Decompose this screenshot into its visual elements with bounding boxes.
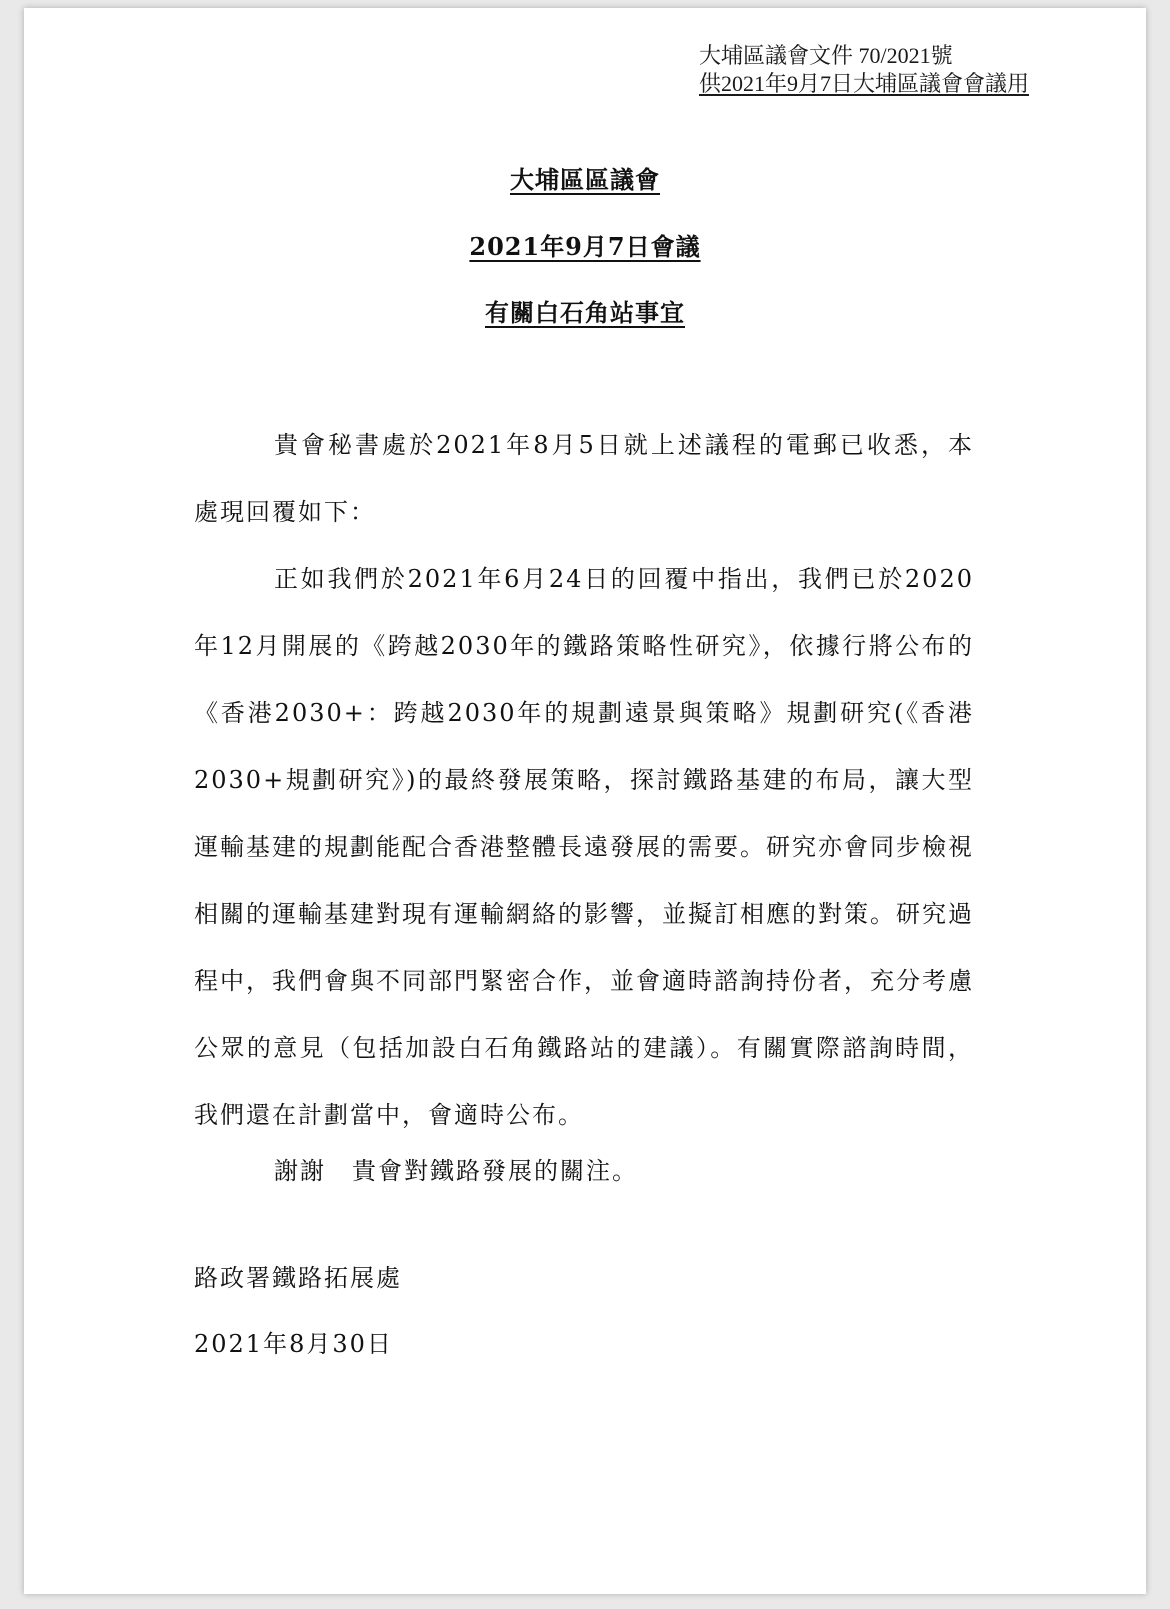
meeting-heading: 2021年9月7日會議	[469, 232, 701, 261]
document-page	[24, 8, 1146, 1594]
signature-date: 2021年8月30日	[194, 1330, 393, 1358]
paragraph-thanks: 謝謝 貴會對鐵路發展的關注。	[274, 1157, 638, 1185]
document-reference	[699, 42, 1029, 98]
council-heading: 大埔區區議會	[510, 165, 660, 194]
paragraph-railway-study: 正如我們於2021年6月24日的回覆中指出，我們已於2020年12月開展的《跨越2030年的鐵路策略性研究》，依據行將公布的《香港2030+：跨越2030年的規劃遠景與策略》規劃研究(《香港2030+規劃研究》)的最終發展策略，探討鐵路基建的布局，讓大型運輸基建的規劃能配合香港整體長遠發展的需要。研究亦會同步檢視相關的運輸基建對現有運輸網絡的影響，並擬訂相應的對策。研究過程中，我們會與不同部門緊密合作，並會適時諮詢持份者，充分考慮公眾的意見（包括加設白石角鐵路站的建議）。有關實際諮詢時間，我們還在計劃當中，會適時公布。	[194, 565, 974, 1129]
document-number: 大埔區議會文件 70/2021號	[699, 43, 953, 68]
subject-heading: 有關白石角站事宜	[485, 298, 685, 327]
paragraph-acknowledgement: 貴會秘書處於2021年8月5日就上述議程的電郵已收悉，本處現回覆如下：	[194, 431, 974, 526]
signature-organization: 路政署鐵路拓展處	[194, 1264, 402, 1292]
meeting-use-note: 供2021年9月7日大埔區議會會議用	[699, 71, 1030, 96]
